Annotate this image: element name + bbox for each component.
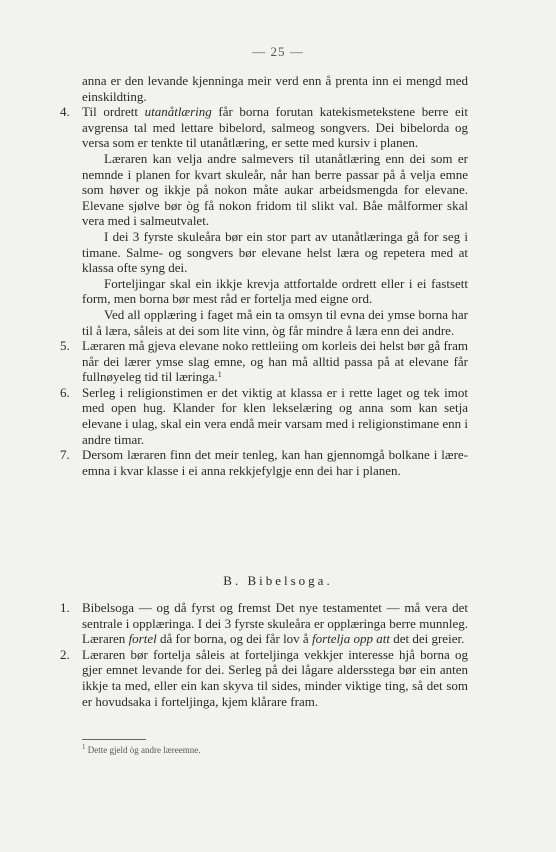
footnote-mark: 1 xyxy=(82,743,86,751)
paragraph: Ved all opplæring i faget må ein ta omsyn til evna dei ymse borna har til å læra, såleis at dei som lite vinn, òg får mindre å læra enn dei andre. xyxy=(82,306,468,338)
item-number: 4. xyxy=(60,104,70,120)
body-text-section xyxy=(60,600,468,709)
item-text: det dei greier. xyxy=(389,631,465,647)
item-text: då for borna, og dei får lov å xyxy=(156,631,312,647)
item-text: Til ordrett xyxy=(82,104,145,120)
footnote-rule xyxy=(82,739,146,740)
list-item-5 xyxy=(60,338,468,385)
item-text: Læraren bør fortelja såleis at forteljinga vekkjer interesse hjå borna og gjer emnet levande for dei. Serleg på dei lågare aldersstega bør ein anten ikkje ta med, eller ein kan skyva til sides, minder viktige ting, så det som er hovudsaka i forteljinga, kjem klårare fram. xyxy=(82,646,468,709)
paragraph: Forteljingar skal ein ikkje krevja attfortalde ordrett eller i ei fastsett form, men borna bør mest råd er fortelja med eigne ord. xyxy=(82,275,468,307)
paragraph: I dei 3 fyrste skuleåra bør ein stor part av utanåtlæringa gå for seg i timane. Salme- og songvers bør elevane helst læra og repetera med at klassa ofte syng dei. xyxy=(82,228,468,276)
emphasis-term: utanåtlæring xyxy=(144,104,212,120)
footnote-ref: 1 xyxy=(217,370,222,380)
item-number: 5. xyxy=(60,338,70,354)
body-text-top xyxy=(60,73,469,478)
emphasis-term: fortelja opp att xyxy=(311,631,390,647)
page-number: — 25 — xyxy=(252,44,304,59)
item-number: 1. xyxy=(60,600,70,615)
list-item-6 xyxy=(60,384,468,447)
footnote xyxy=(82,745,200,755)
list-item-1 xyxy=(60,600,468,647)
item-text: Bibelsoga — og då fyrst og fremst Det nye testamentet — må vera det sentrale i opplæringa. I dei 3 fyrste skuleåra er opplæringa berre munnleg. Læraren xyxy=(82,600,468,647)
emphasis-term: fortel xyxy=(128,631,157,647)
item-text: Læraren må gjeva elevane noko rettleiing om korleis dei helst bør gå fram når dei lærer ymse slag emne, og han må alltid passa på at elevane får fullnøyeleg tid til læringa. xyxy=(82,338,468,385)
item-number: 6. xyxy=(60,384,70,400)
list-item-7 xyxy=(60,447,468,478)
item-text: får borna forutan katekismetekstene berre eit avgrensa tal med lettare bibelord, salmeog songvers. Dei bibelorda og versa som er tenkte til utanåtlæring, er sette med kursiv i planen. xyxy=(82,104,469,151)
paragraph: Læraren kan velja andre salmevers til utanåtlæring enn dei som er nemnde i planen for kvart skuleår, når han berre passar på å velja emne som høver og ikkje på nokon måte aukar arbeidsmengda for elevane. Elevane sjølve bør òg få nokon fridom til slikt val. Båe målformer skal vera med i salmeutvalet. xyxy=(82,150,468,229)
item-number: 7. xyxy=(60,447,70,463)
list-item-2 xyxy=(60,646,468,709)
paragraph-continuation: anna er den levande kjenninga meir verd enn å prenta inn ei mengd med einskildting. xyxy=(82,73,468,104)
list-item-4 xyxy=(60,104,469,151)
footnote-text: Dette gjeld òg andre læreemne. xyxy=(87,745,201,755)
item-text: Serleg i religionstimen er det viktig at klassa er i rette laget og tek imot med open hug. Klander for klen lekselæring og anna som kan setja elevane i ulag, skal ein vera endå meir varsam med i religionstimane enn i andre timar. xyxy=(82,384,468,447)
item-text: Dersom læraren finn det meir tenleg, kan han gjennomgå bolkane i lære-emna i kvar klasse i ei anna rekkjefylgje enn dei har i planen. xyxy=(82,447,468,478)
item-number: 2. xyxy=(60,646,70,662)
section-heading: B. Bibelsoga. xyxy=(223,573,333,588)
